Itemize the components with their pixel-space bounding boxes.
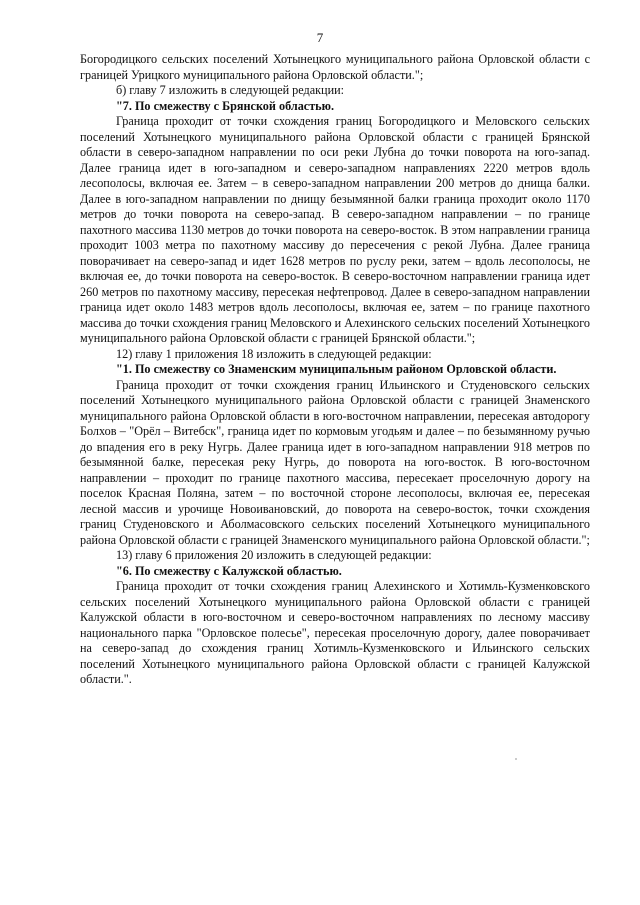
chapter-heading: "1. По смежеству со Знаменским муниципальным районом Орловской области.: [116, 362, 557, 376]
paragraph-continuation: Богородицкого сельских поселений Хотынецкого муниципального района Орловской области с границей Урицкого муниципального района Орловской области.";: [80, 52, 590, 82]
amendment-instruction: 12) главу 1 приложения 18 изложить в следующей редакции:: [116, 346, 432, 361]
amendment-instruction: 13) главу 6 приложения 20 изложить в следующей редакции:: [116, 548, 432, 562]
document-body: [80, 52, 590, 688]
chapter-heading: "7. По смежеству с Брянской областью.: [116, 98, 334, 113]
amendment-instruction: б) главу 7 изложить в следующей редакции:: [116, 83, 345, 97]
boundary-description: Граница проходит от точки схождения границ Алехинского и Хотимль-Кузменковского сельских поселений Хотынецкого муниципального района Орловской области с границей Калужской области в юго-восточном и северо-восточном направлениях по лесному массиву национального парка "Орловское полесье", пересекая проселочную дорогу, далее поворачивает на северо-запад до схождения границ Хотимль-Кузменковского и Ильинского сельских поселений Хотынецкого муниципального района Орловской области с границей Калужской области.".: [80, 579, 590, 686]
page-number: 7: [316, 30, 324, 45]
boundary-description: Граница проходит от точки схождения границ Богородицкого и Меловского сельских поселений Хотынецкого муниципального района Орловской области с границей Брянской области в северо-западном направлении по оси реки Лубна до точки поворота на юго-запад. Далее граница идет в юго-западном и северо-западном направлениях 2220 метров вдоль лесополосы, включая ее. Затем – в северо-западном направлении 200 метров до днища балки. Далее в юго-западном направлении по днищу безымянной балки граница проходит около 1170 метров до точки поворота на северо-запад. В северо-западном направлении – по границе пахотного массива 1130 метров до точки поворота на северо-восток. В этом направлении граница проходит 1003 метра по пахотному массиву до пересечения с рекой Лубна. Далее граница поворачивает на северо-запад и идет 1628 метров по руслу реки, затем – вдоль лесополосы, не включая ее, до точки поворота на северо-восток. В северо-восточном направлении граница идет 260 метров по пахотному массиву, пересекая нефтепровод. Далее в северо-западном направлении граница идет около 1483 метров вдоль лесополосы, включая ее, затем – по границе пахотного массива до точки схождения границ Меловского и Алехинского сельских поселений Хотынецкого муниципального района Орловской области с границей Брянской области.";: [80, 114, 590, 345]
boundary-description: Граница проходит от точки схождения границ Ильинского и Студеновского сельских поселений Хотынецкого муниципального района Орловской области с границей Знаменского муниципального района Орловской области в юго-восточном направлении, пересекая автодорогу Болхов – "Орёл – Витебск", граница идет по кормовым угодьям и далее – по безымянному ручью до впадения его в реку Нугрь. Далее граница идет в юго-западном направлении 918 метров по безымянной балке, пересекая реку Нугрь, до поворота на юго-восток. В юго-восточном направлении – проходит по границе пахотного массива, пересекает проселочную дорогу на поселок Красная Поляна, затем – по восточной стороне лесополосы, включая ее, пересекая лесной массив и урочище Новоивановский, до поворота на северо-восток, точки схождения границ Студеновского и Аболмасовского сельских поселений Хотынецкого муниципального района Орловской области с границей Знаменского муниципального района Орловской области.";: [80, 377, 590, 547]
chapter-heading: "6. По смежеству с Калужской областью.: [116, 563, 342, 578]
scan-speck: [515, 758, 517, 760]
